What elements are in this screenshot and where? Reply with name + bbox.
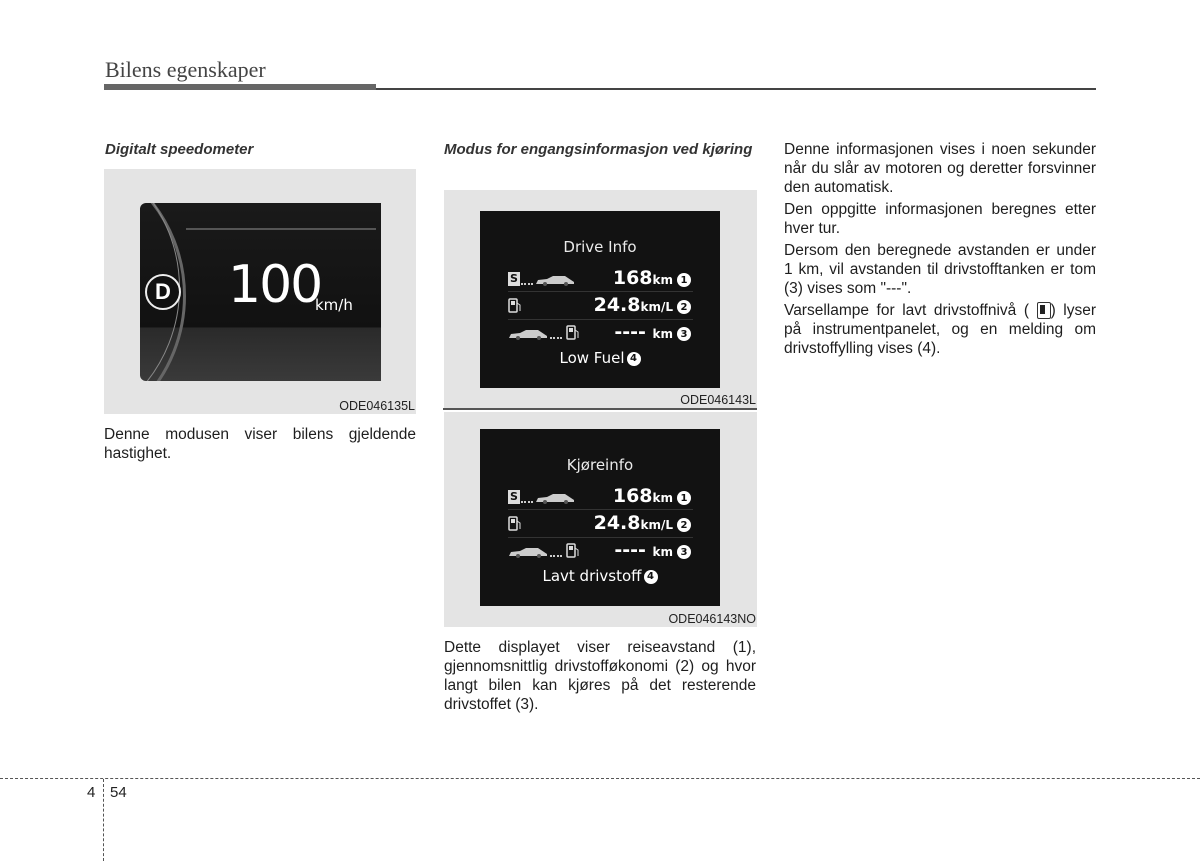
info-text-block (784, 140, 1096, 361)
callout-3: 3 (677, 545, 691, 559)
car-icon (535, 493, 575, 504)
callout-4: 4 (644, 570, 658, 584)
range-row (508, 541, 713, 561)
row-divider (508, 509, 693, 510)
paragraph-3: Dersom den beregnede avstanden er under 1 km, vil avstanden til drivstofftanken er tom (3) vises som "---". (784, 242, 1096, 297)
callout-2: 2 (677, 300, 691, 314)
section-heading-trip-info: Modus for engangsinformasjon ved kjøring (444, 141, 753, 158)
trip-distance-row (508, 269, 713, 289)
trip-distance-row (508, 487, 713, 507)
range-row (508, 323, 713, 343)
paragraph-2: Den oppgitte informasjonen beregnes etter hver tur. (784, 201, 1096, 237)
speed-unit: km/h (315, 296, 353, 314)
gear-indicator: D (145, 274, 181, 310)
fuel-economy-row (508, 296, 713, 316)
dots-icon (521, 281, 533, 285)
figure-code: ODE046135L (339, 399, 415, 413)
row-divider (508, 319, 693, 320)
page-number: 54 (110, 784, 127, 801)
kjoreinfo-display (480, 429, 720, 606)
header-rule (376, 88, 1096, 90)
low-fuel-message: Lavt drivstoff 4 (480, 567, 720, 585)
figure-divider (443, 408, 757, 410)
figure-code: ODE046143L (680, 393, 756, 407)
fuel-pump-icon (508, 298, 521, 313)
fuel-economy-value: 24.8km/L (593, 512, 673, 534)
dots-icon (550, 553, 562, 557)
paragraph-4: Varsellampe for lavt drivstoffnivå ( ) lyser på instrumentpanelet, og en melding om drivstoffylling vises (4). (784, 302, 1097, 357)
fuel-pump-icon (508, 516, 521, 531)
callout-3: 3 (677, 327, 691, 341)
display-divider (186, 228, 376, 230)
chapter-number: 4 (87, 784, 96, 801)
speed-value: 100 (228, 255, 322, 315)
car-icon (535, 275, 575, 286)
header-bar (104, 84, 376, 90)
range-value: ---- km (614, 539, 673, 561)
display-title: Kjøreinfo (566, 456, 634, 474)
trip-distance-value: 168km (612, 267, 673, 289)
dots-icon (521, 499, 533, 503)
car-icon (508, 547, 548, 558)
speedometer-display (140, 203, 381, 381)
trip-s-icon: S (508, 272, 520, 286)
fuel-pump-icon (566, 543, 579, 558)
callout-4: 4 (627, 352, 641, 366)
low-fuel-message: Low Fuel 4 (480, 349, 720, 367)
section-heading-speedometer: Digitalt speedometer (105, 141, 254, 158)
callout-1: 1 (677, 273, 691, 287)
low-fuel-warning-icon (1037, 302, 1051, 319)
fuel-economy-value: 24.8km/L (593, 294, 673, 316)
paragraph-1: Denne informasjonen vises i noen sekunder når du slår av motoren og deretter forsvinner den automatisk. (784, 141, 1096, 196)
page-header-title: Bilens egenskaper (105, 57, 266, 82)
body-paragraph: Dette displayet viser reiseavstand (1), gjennomsnittlig drivstofføkonomi (2) og hvor langt bilen kan kjøres på det resterende drivstoffet (3). (444, 639, 756, 713)
fuel-pump-icon (566, 325, 579, 340)
fuel-economy-row (508, 514, 713, 534)
trip-distance-value: 168km (612, 485, 673, 507)
footer-vertical-rule (103, 779, 104, 861)
callout-2: 2 (677, 518, 691, 532)
figure-code: ODE046143NO (668, 612, 756, 626)
callout-1: 1 (677, 491, 691, 505)
body-paragraph: Denne modusen viser bilens gjeldende hastighet. (104, 426, 416, 462)
car-icon (508, 329, 548, 340)
row-divider (508, 291, 693, 292)
dots-icon (550, 335, 562, 339)
row-divider (508, 537, 693, 538)
trip-s-icon: S (508, 490, 520, 504)
drive-info-display (480, 211, 720, 388)
range-value: ---- km (614, 321, 673, 343)
display-title: Drive Info (563, 238, 637, 256)
footer-rule (0, 778, 1200, 779)
